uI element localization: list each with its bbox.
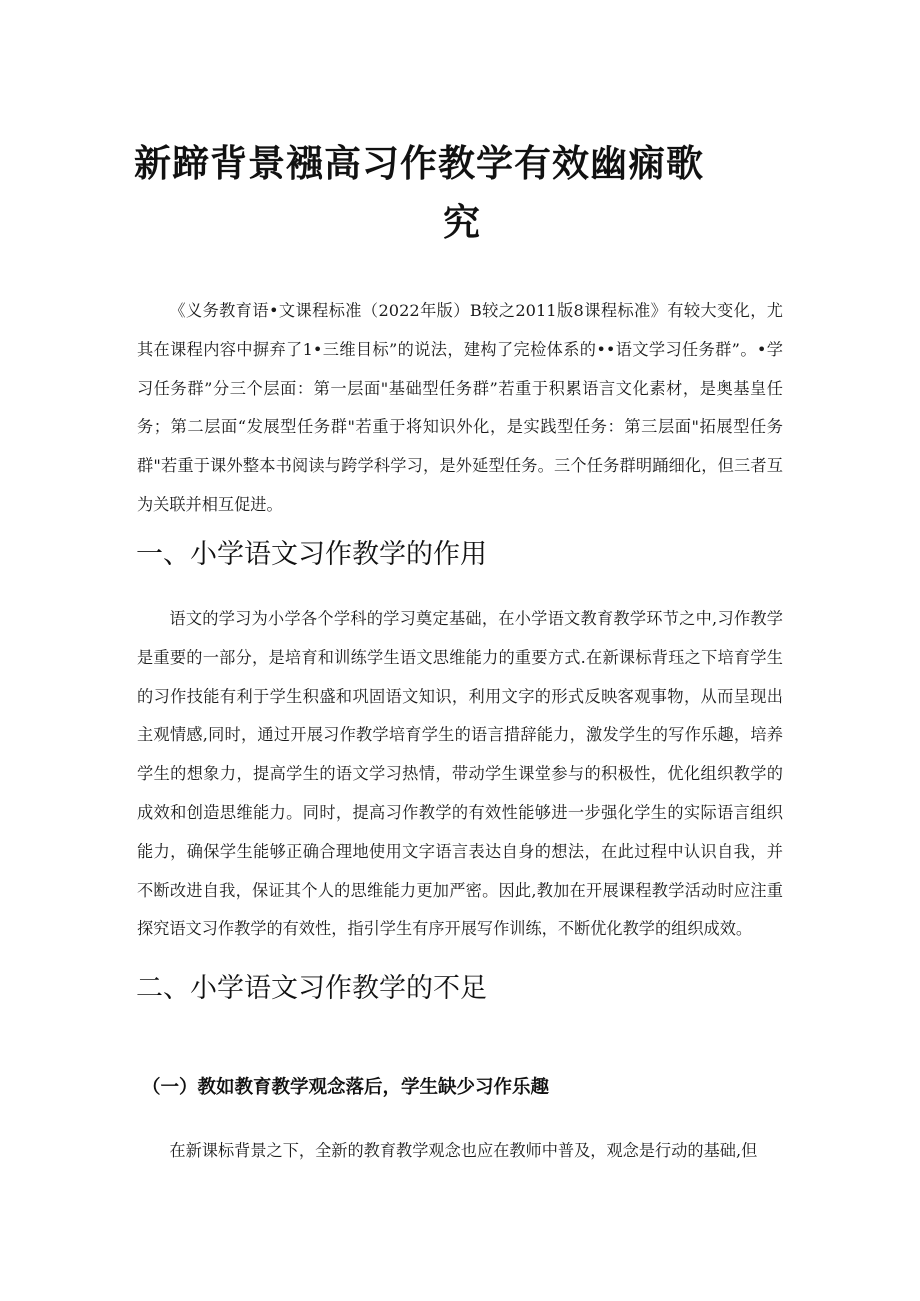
intro-paragraph: 《义务教育语•文课程标准（2022年版）B较之2011版8课程标准》有较大变化，尤其在课程内容中摒弃了1•三维目标”的说法，建构了完检体系的••语文学习任务群”。•学习任务群”分三个层面：第一层面"基础型任务群”若重于积累语言文化素材，是奥基皇任务；第二层面“发展型任务群"若重于将知识外化，是实践型任务：第三层面"拓展型任务群"若重于课外整本书阅读与跨学科学习，是外延型任务。三个任务群明踊细化，但三者互为关联并相互促进。	[137, 301, 783, 514]
document-title-line-2: 究	[443, 201, 481, 244]
section-heading-1: 一、小学语文习作教学的作用	[136, 539, 487, 570]
section-1-paragraph: 语文的学习为小学各个学科的学习奠定基础，在小学语文教育教学环节之中,习作教学是重要的一部分，是培育和训练学生语文思维能力的重要方式.在新课标背珏之下培育学生的习作技能有利于学生积盛和巩固语文知识，利用文字的形式反映客观事物，从而呈现出主观情感,同时，通过开展习作教学培育学生的语言措辞能力，激发学生的写作乐趣，培养学生的想象力，提高学生的语文学习热情，带动学生课堂参与的积极性，优化组织教学的成效和创造思维能力。同时，提高习作教学的有效性能够进一步强化学生的实际语言组织能力，确保学生能够正确合理地使用文字语言表达自身的想法，在此过程中认识自我，并不断改进自我，保证其个人的思维能力更加严密。因此,教加在开展课程教学活动时应注重探究语文习作教学的有效性，指引学生有序开展写作训练，不断优化教学的组织成效。	[137, 609, 783, 939]
section-heading-2: 二、小学语文习作教学的不足	[136, 973, 487, 1004]
subsection-1-paragraph: 在新课标背景之下，全新的教育教学观念也应在教师中普及，观念是行动的基础,但	[169, 1141, 758, 1160]
subsection-heading-1: （一）教如教育教学观念落后，学生缺少习作乐趣	[142, 1077, 550, 1098]
document-title-line-1: 新蹄背景襁高习作教学有效幽痫歌	[134, 142, 704, 185]
